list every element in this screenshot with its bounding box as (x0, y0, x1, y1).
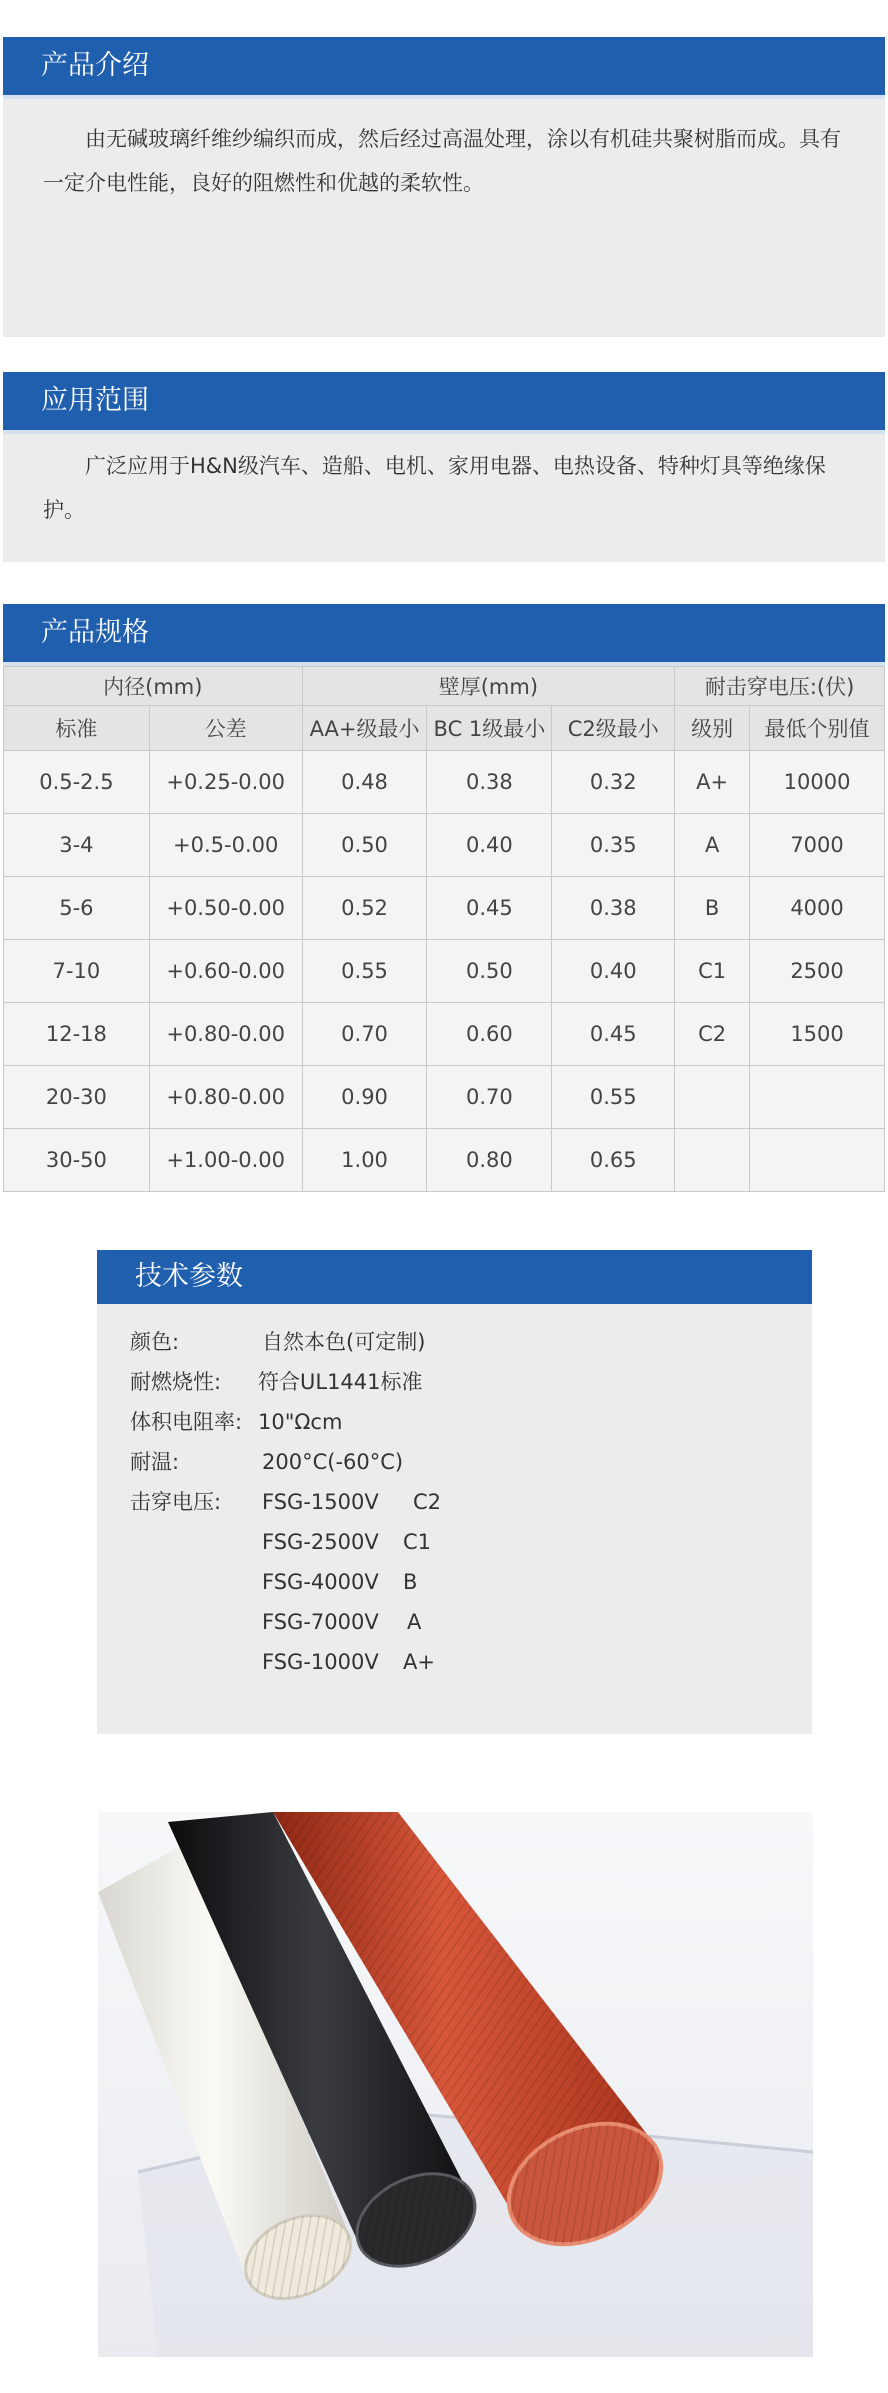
spec-col-header: 公差 (149, 706, 302, 751)
breakdown-grade: C1 (403, 1530, 432, 1554)
table-cell: 7-10 (4, 940, 150, 1003)
breakdown-grade: A+ (403, 1650, 435, 1674)
table-cell: +0.80-0.00 (149, 1003, 302, 1066)
table-cell: 0.55 (302, 940, 427, 1003)
tech-row-flame (97, 1362, 812, 1402)
tech-row-breakdown (97, 1642, 812, 1682)
table-row (4, 1003, 885, 1066)
table-cell: 0.38 (552, 877, 675, 940)
table-cell: 1.00 (302, 1129, 427, 1192)
table-cell: 0.50 (427, 940, 552, 1003)
tech-label: 击穿电压: (130, 1490, 222, 1514)
table-cell: B (675, 877, 750, 940)
sleeves-illustration (98, 1812, 813, 2357)
breakdown-grade: C2 (413, 1490, 442, 1514)
table-cell: 4000 (750, 877, 885, 940)
tech-row-breakdown (97, 1482, 812, 1522)
intro-text: 由无碱玻璃纤维纱编织而成，然后经过高温处理，涂以有机硅共聚树脂而成。具有一定介电性能，良好的阻燃性和优越的柔软性。 (43, 127, 841, 195)
table-cell: A (675, 814, 750, 877)
product-photo (98, 1812, 813, 2357)
application-body (3, 434, 885, 562)
table-cell: 7000 (750, 814, 885, 877)
table-cell: 0.45 (427, 877, 552, 940)
tech-row-breakdown (97, 1562, 812, 1602)
table-cell: +0.25-0.00 (149, 751, 302, 814)
tech-row-breakdown (97, 1522, 812, 1562)
table-cell: 3-4 (4, 814, 150, 877)
breakdown-grade: A (407, 1610, 422, 1634)
tech-title: 技术参数 (97, 1250, 812, 1304)
tech-value: 自然本色(可定制) (262, 1330, 426, 1354)
table-row (4, 1129, 885, 1192)
table-cell: C2 (675, 1003, 750, 1066)
table-cell (675, 1129, 750, 1192)
table-cell (750, 1129, 885, 1192)
breakdown-model: FSG-1500V (262, 1490, 379, 1514)
tech-section (97, 1250, 812, 1734)
tech-row-temperature (97, 1442, 812, 1482)
spec-col-header: BC 1级最小 (427, 706, 552, 751)
table-cell: 0.38 (427, 751, 552, 814)
table-cell: C1 (675, 940, 750, 1003)
spec-col-header: 级别 (675, 706, 750, 751)
tech-body (97, 1304, 812, 1734)
table-cell: 2500 (750, 940, 885, 1003)
spec-col-header: C2级最小 (552, 706, 675, 751)
table-cell: 0.45 (552, 1003, 675, 1066)
tech-value: 200°C(-60°C) (262, 1450, 404, 1474)
application-text: 广泛应用于H&N级汽车、造船、电机、家用电器、电热设备、特种灯具等绝缘保护。 (43, 454, 826, 522)
tech-row-resistivity (97, 1402, 812, 1442)
table-row (4, 940, 885, 1003)
table-cell: 0.5-2.5 (4, 751, 150, 814)
table-cell: +0.50-0.00 (149, 877, 302, 940)
spec-table (3, 666, 885, 1192)
spec-group-breakdown-voltage: 耐击穿电压:(伏) (675, 667, 885, 706)
table-cell: 0.40 (552, 940, 675, 1003)
table-row (4, 751, 885, 814)
table-cell: 0.32 (552, 751, 675, 814)
table-cell: 10000 (750, 751, 885, 814)
spec-title: 产品规格 (3, 604, 885, 662)
table-cell: 0.52 (302, 877, 427, 940)
table-cell: 0.50 (302, 814, 427, 877)
table-cell: 0.55 (552, 1066, 675, 1129)
table-row (4, 877, 885, 940)
tech-label: 耐燃烧性: (130, 1370, 222, 1394)
tech-label: 耐温: (130, 1450, 180, 1474)
table-cell (750, 1066, 885, 1129)
table-cell: 0.60 (427, 1003, 552, 1066)
table-cell: +1.00-0.00 (149, 1129, 302, 1192)
table-cell: 0.70 (302, 1003, 427, 1066)
table-cell: 0.35 (552, 814, 675, 877)
spec-section (3, 604, 885, 1192)
tech-label: 体积电阻率: (130, 1410, 243, 1434)
spec-col-header: AA+级最小 (302, 706, 427, 751)
table-cell: +0.60-0.00 (149, 940, 302, 1003)
tech-value: 符合UL1441标准 (258, 1370, 423, 1394)
table-cell: A+ (675, 751, 750, 814)
tech-row-color (97, 1322, 812, 1362)
spec-col-header: 最低个别值 (750, 706, 885, 751)
intro-title: 产品介绍 (3, 37, 885, 95)
table-cell: 30-50 (4, 1129, 150, 1192)
table-cell: 5-6 (4, 877, 150, 940)
spec-group-wall-thickness: 壁厚(mm) (302, 667, 675, 706)
breakdown-grade: B (403, 1570, 418, 1594)
table-cell: +0.5-0.00 (149, 814, 302, 877)
table-cell: 0.90 (302, 1066, 427, 1129)
breakdown-model: FSG-4000V (262, 1570, 379, 1594)
breakdown-model: FSG-1000V (262, 1650, 379, 1674)
spec-col-header: 标准 (4, 706, 150, 751)
breakdown-model: FSG-7000V (262, 1610, 379, 1634)
table-cell: +0.80-0.00 (149, 1066, 302, 1129)
table-row (4, 1066, 885, 1129)
spec-group-inner-diameter: 内径(mm) (4, 667, 303, 706)
table-row (4, 814, 885, 877)
table-cell: 1500 (750, 1003, 885, 1066)
table-cell: 0.80 (427, 1129, 552, 1192)
table-cell: 0.65 (552, 1129, 675, 1192)
tech-value: 10"Ωcm (258, 1410, 343, 1434)
table-cell: 0.48 (302, 751, 427, 814)
table-cell: 0.40 (427, 814, 552, 877)
table-cell: 0.70 (427, 1066, 552, 1129)
application-section (3, 372, 885, 562)
intro-body (3, 99, 885, 337)
tech-label: 颜色: (130, 1330, 180, 1354)
tech-row-breakdown (97, 1602, 812, 1642)
table-cell (675, 1066, 750, 1129)
intro-section (3, 37, 885, 337)
table-cell: 12-18 (4, 1003, 150, 1066)
application-title: 应用范围 (3, 372, 885, 430)
breakdown-model: FSG-2500V (262, 1530, 379, 1554)
table-cell: 20-30 (4, 1066, 150, 1129)
